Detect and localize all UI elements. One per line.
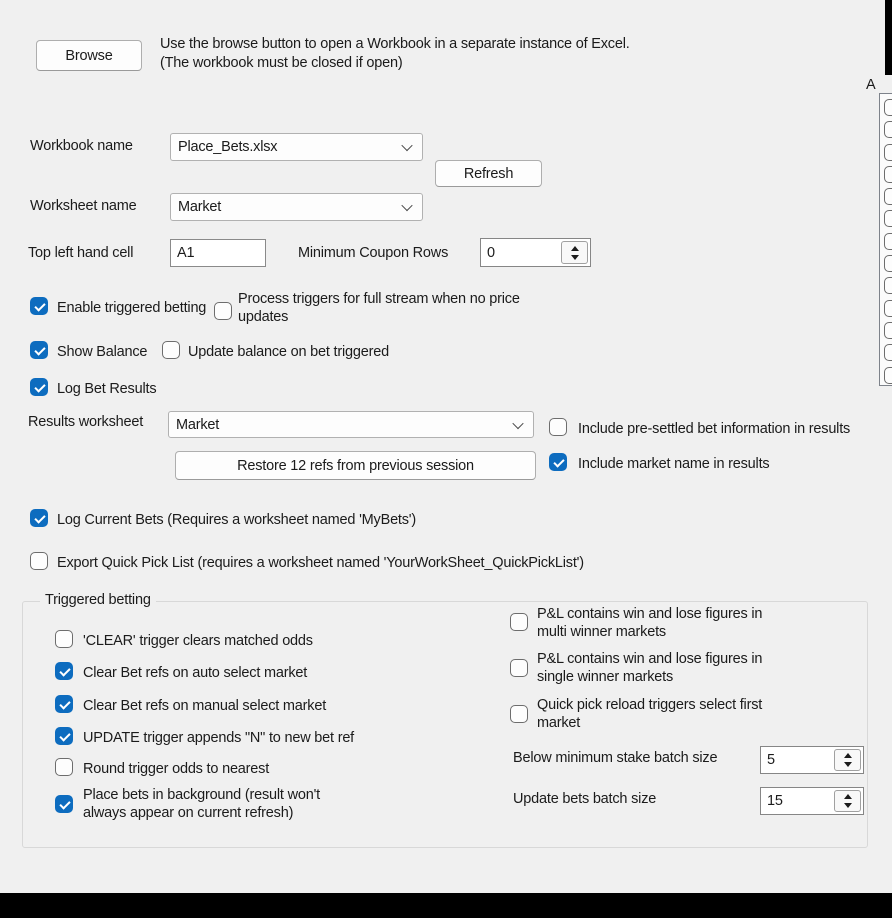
- side-panel-checkbox[interactable]: [884, 166, 892, 183]
- process-full-stream-checkbox[interactable]: [214, 302, 232, 320]
- pl-single-winner-label: P&L contains win and lose figures in single winner markets: [537, 651, 763, 685]
- side-panel-checkbox[interactable]: [884, 233, 892, 250]
- spinner-buttons[interactable]: [561, 241, 588, 264]
- results-worksheet-value: Market: [176, 416, 220, 433]
- below-min-stake-spinner[interactable]: [760, 746, 864, 774]
- worksheet-name-dropdown[interactable]: [170, 193, 423, 221]
- spinner-down-icon: [844, 762, 852, 767]
- spinner-buttons[interactable]: [834, 749, 861, 771]
- enable-triggered-betting-label: Enable triggered betting: [57, 300, 207, 316]
- log-current-bets-checkbox[interactable]: [30, 509, 48, 527]
- clear-refs-manual-checkbox[interactable]: [55, 695, 73, 713]
- chevron-down-icon: [512, 417, 523, 428]
- side-panel-checkbox[interactable]: [884, 300, 892, 317]
- side-panel-checkbox[interactable]: [884, 255, 892, 272]
- round-trigger-odds-checkbox[interactable]: [55, 758, 73, 776]
- restore-refs-button[interactable]: Restore 12 refs from previous session: [175, 451, 536, 480]
- round-trigger-odds-label: Round trigger odds to nearest: [83, 761, 270, 777]
- place-bets-background-label: Place bets in background (result won't always appear on current refresh): [83, 787, 320, 821]
- clear-trigger-checkbox[interactable]: [55, 630, 73, 648]
- spinner-down-icon: [571, 255, 579, 260]
- below-min-stake-value: 5: [767, 752, 775, 768]
- log-bet-results-label: Log Bet Results: [57, 381, 157, 397]
- export-quick-pick-label: Export Quick Pick List (requires a worksheet named 'YourWorkSheet_QuickPickList'): [57, 555, 584, 571]
- update-trigger-appends-label: UPDATE trigger appends "N" to new bet ref: [83, 730, 355, 746]
- chevron-down-icon: [401, 140, 412, 151]
- browse-instructions-line2: (The workbook must be closed if open): [160, 55, 403, 71]
- minimum-coupon-rows-value: 0: [487, 244, 495, 261]
- pl-multi-winner-checkbox[interactable]: [510, 613, 528, 631]
- enable-triggered-betting-checkbox[interactable]: [30, 297, 48, 315]
- side-panel-checkbox[interactable]: [884, 277, 892, 294]
- below-min-stake-label: Below minimum stake batch size: [513, 750, 718, 766]
- include-market-name-checkbox[interactable]: [549, 453, 567, 471]
- chevron-down-icon: [401, 200, 412, 211]
- spinner-up-icon: [571, 246, 579, 251]
- side-panel-checkbox[interactable]: [884, 188, 892, 205]
- quick-pick-reload-label: Quick pick reload triggers select first market: [537, 697, 763, 731]
- spinner-buttons[interactable]: [834, 790, 861, 812]
- update-bets-batch-spinner[interactable]: [760, 787, 864, 815]
- top-left-cell-input[interactable]: [170, 239, 266, 267]
- pl-single-winner-checkbox[interactable]: [510, 659, 528, 677]
- browse-button[interactable]: Browse: [36, 40, 142, 71]
- side-panel-checkbox[interactable]: [884, 144, 892, 161]
- browse-instructions-line1: Use the browse button to open a Workbook in a separate instance of Excel.: [160, 36, 630, 52]
- triggered-betting-title: Triggered betting: [40, 592, 156, 608]
- results-worksheet-dropdown[interactable]: [168, 411, 534, 438]
- bottom-black-bar: [0, 893, 892, 918]
- side-panel-checkbox[interactable]: [884, 344, 892, 361]
- top-right-black-strip: [885, 0, 892, 75]
- include-presettled-checkbox[interactable]: [549, 418, 567, 436]
- worksheet-name-label: Worksheet name: [30, 198, 137, 214]
- side-panel-list[interactable]: [879, 93, 892, 386]
- update-bets-batch-label: Update bets batch size: [513, 791, 657, 807]
- update-bets-batch-value: 15: [767, 793, 783, 809]
- results-worksheet-label: Results worksheet: [28, 414, 144, 430]
- update-balance-checkbox[interactable]: [162, 341, 180, 359]
- pl-multi-winner-label: P&L contains win and lose figures in multi winner markets: [537, 606, 763, 640]
- update-balance-label: Update balance on bet triggered: [188, 344, 389, 360]
- top-left-cell-label: Top left hand cell: [28, 245, 134, 261]
- show-balance-checkbox[interactable]: [30, 341, 48, 359]
- workbook-name-dropdown[interactable]: [170, 133, 423, 161]
- side-panel-checkbox[interactable]: [884, 121, 892, 138]
- workbook-name-label: Workbook name: [30, 138, 133, 154]
- clear-refs-manual-label: Clear Bet refs on manual select market: [83, 698, 327, 714]
- spinner-up-icon: [844, 794, 852, 799]
- export-quick-pick-checkbox[interactable]: [30, 552, 48, 570]
- minimum-coupon-rows-spinner[interactable]: [480, 238, 591, 267]
- include-market-name-label: Include market name in results: [578, 456, 770, 472]
- place-bets-background-checkbox[interactable]: [55, 795, 73, 813]
- workbook-name-value: Place_Bets.xlsx: [178, 139, 278, 155]
- spinner-down-icon: [844, 803, 852, 808]
- clear-refs-auto-label: Clear Bet refs on auto select market: [83, 665, 308, 681]
- include-presettled-label: Include pre-settled bet information in results: [578, 421, 851, 437]
- minimum-coupon-rows-label: Minimum Coupon Rows: [298, 245, 449, 261]
- side-panel-checkbox[interactable]: [884, 210, 892, 227]
- log-current-bets-label: Log Current Bets (Requires a worksheet named 'MyBets'): [57, 512, 417, 528]
- show-balance-label: Show Balance: [57, 344, 148, 360]
- side-panel-checkbox[interactable]: [884, 367, 892, 384]
- refresh-button[interactable]: Refresh: [435, 160, 542, 187]
- quick-pick-reload-checkbox[interactable]: [510, 705, 528, 723]
- worksheet-name-value: Market: [178, 199, 222, 215]
- update-trigger-appends-checkbox[interactable]: [55, 727, 73, 745]
- side-panel-checkbox[interactable]: [884, 99, 892, 116]
- side-panel-label: A: [866, 77, 876, 93]
- top-left-cell-value: A1: [177, 245, 195, 261]
- side-panel-checkbox[interactable]: [884, 322, 892, 339]
- process-full-stream-label: Process triggers for full stream when no price updates: [238, 291, 520, 325]
- spinner-up-icon: [844, 753, 852, 758]
- log-bet-results-checkbox[interactable]: [30, 378, 48, 396]
- clear-refs-auto-checkbox[interactable]: [55, 662, 73, 680]
- clear-trigger-label: 'CLEAR' trigger clears matched odds: [83, 633, 313, 649]
